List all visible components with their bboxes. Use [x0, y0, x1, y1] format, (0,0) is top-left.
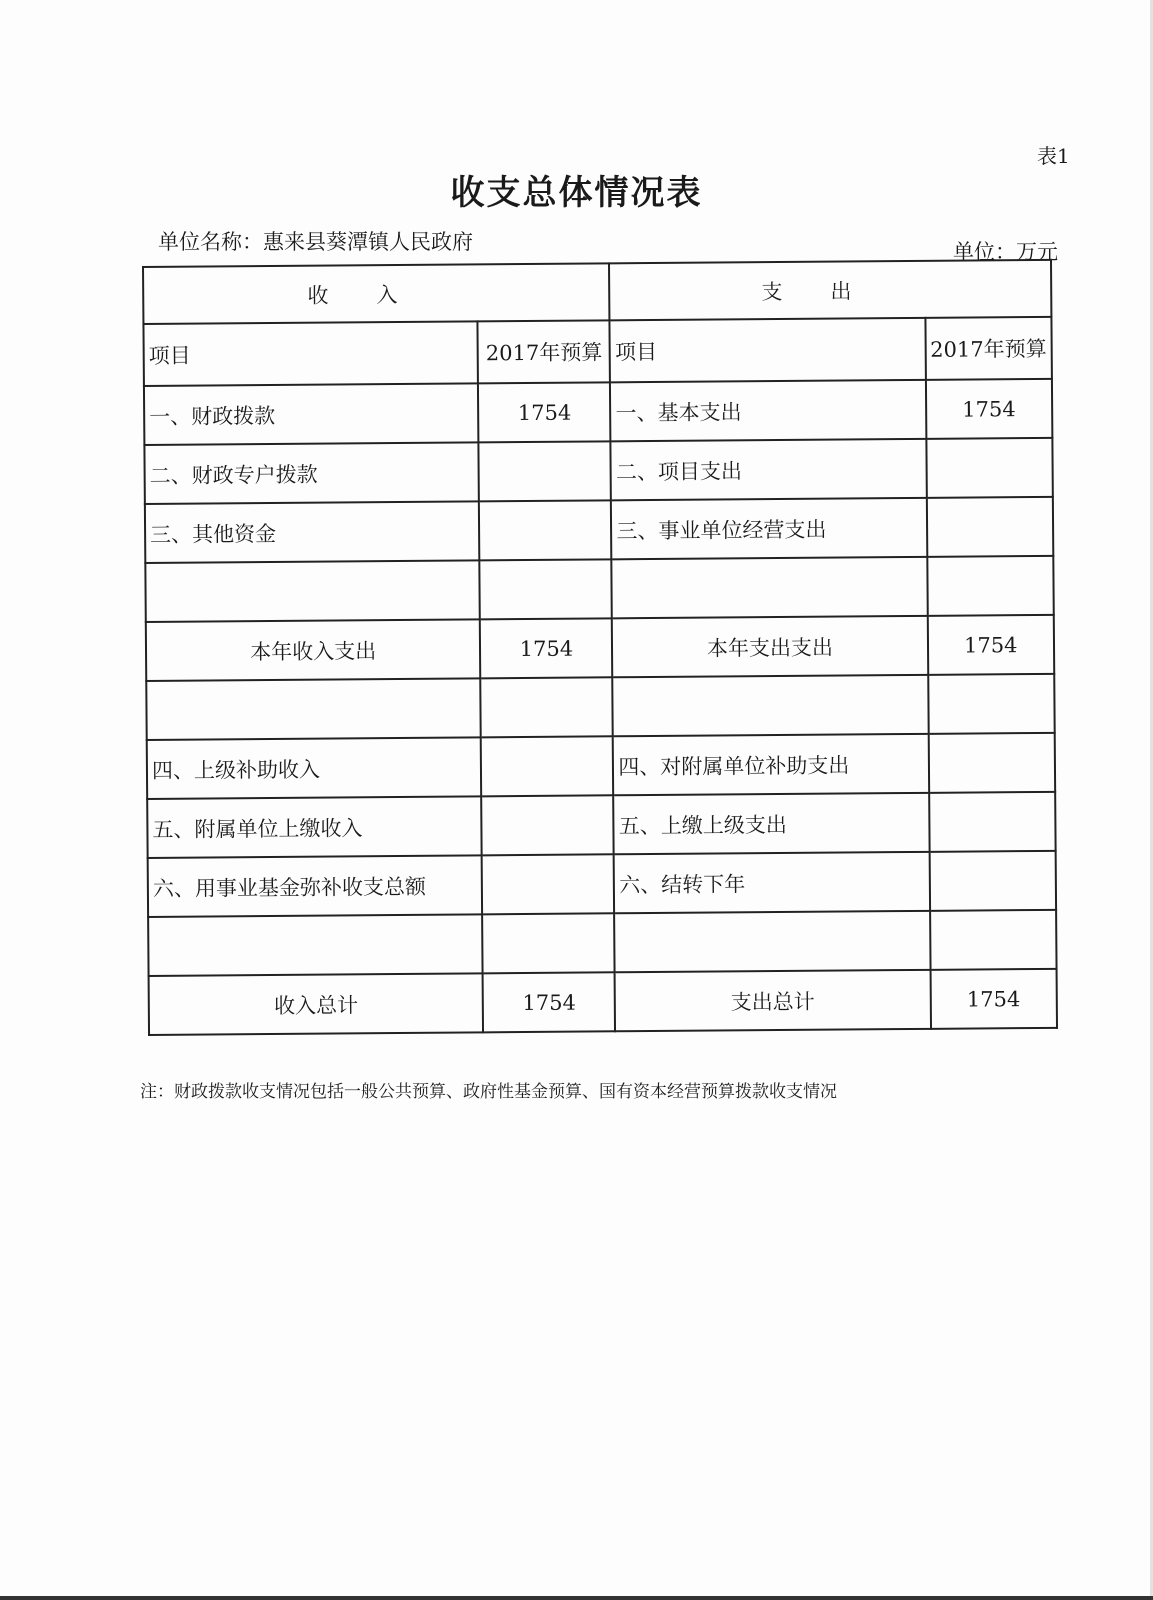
table-row	[148, 910, 1056, 976]
expense-total-value: 1754	[930, 969, 1057, 1029]
expense-item	[613, 675, 929, 736]
expense-value	[927, 556, 1054, 616]
expense-item: 四、对附属单位补助支出	[613, 734, 929, 795]
expense-value	[928, 674, 1055, 734]
page-title: 收支总体情况表	[450, 173, 703, 213]
income-item: 一、财政拨款	[144, 383, 479, 445]
table-row	[144, 379, 1052, 445]
expense-item: 六、结转下年	[614, 852, 930, 913]
expense-value: 1754	[927, 615, 1054, 675]
expense-value	[926, 497, 1053, 557]
expense-budget-header: 2017年预算	[925, 317, 1052, 380]
income-item: 三、其他资金	[145, 501, 480, 563]
table-row	[148, 851, 1056, 917]
income-item	[146, 678, 481, 740]
expense-value	[929, 851, 1056, 911]
expense-item	[614, 911, 930, 972]
table-row	[146, 674, 1054, 740]
expense-value	[929, 792, 1056, 852]
income-value	[482, 854, 614, 914]
income-item: 四、上级补助收入	[147, 737, 482, 799]
footnote: 注：财政拨款收支情况包括一般公共预算、政府性基金预算、国有资本经营预算拨款收支情况	[140, 1082, 837, 1102]
income-value	[480, 559, 612, 619]
table-row	[145, 497, 1053, 563]
budget-table	[142, 259, 1058, 1036]
expense-item: 三、事业单位经营支出	[611, 498, 927, 559]
table-row	[145, 556, 1053, 622]
expense-item: 一、基本支出	[610, 380, 926, 441]
unit-name: 单位名称：惠来县葵潭镇人民政府	[158, 230, 473, 254]
income-section-header: 收入	[143, 263, 610, 324]
expense-total-label: 支出总计	[615, 970, 931, 1031]
table-row	[147, 733, 1055, 799]
income-total-label: 收入总计	[149, 973, 484, 1035]
income-item-header: 项目	[143, 321, 478, 386]
section-header-row	[143, 260, 1051, 324]
income-item	[145, 560, 480, 622]
income-value	[483, 913, 615, 973]
currency-unit: 单位：万元	[953, 240, 1058, 264]
expense-value	[926, 438, 1053, 498]
expense-value: 1754	[925, 379, 1052, 439]
income-budget-header: 2017年预算	[478, 320, 610, 383]
expense-section-header: 支出	[609, 260, 1051, 320]
income-value: 1754	[480, 618, 612, 678]
scan-edge-bottom	[0, 1596, 1153, 1600]
income-item: 五、附属单位上缴收入	[147, 796, 482, 858]
column-header-row	[143, 317, 1051, 386]
table-row	[144, 438, 1052, 504]
income-value: 1754	[478, 382, 610, 442]
income-item: 二、财政专户拨款	[144, 442, 479, 504]
income-item: 六、用事业基金弥补收支总额	[148, 855, 483, 917]
table-row	[147, 792, 1055, 858]
income-value	[479, 500, 611, 560]
expense-item-header: 项目	[610, 318, 926, 382]
income-item: 本年收入支出	[146, 619, 481, 681]
expense-item: 五、上缴上级支出	[614, 793, 930, 854]
income-value	[482, 795, 614, 855]
expense-value	[930, 910, 1057, 970]
expense-item: 二、项目支出	[611, 439, 927, 500]
income-value	[479, 441, 611, 501]
income-item	[148, 914, 483, 976]
income-value	[481, 677, 613, 737]
income-total-value: 1754	[483, 972, 615, 1032]
table-row	[146, 615, 1054, 681]
table-row-total	[149, 969, 1057, 1035]
expense-item: 本年支出支出	[612, 616, 928, 677]
table-number: 表1	[1037, 144, 1070, 168]
income-value	[481, 736, 613, 796]
expense-item	[612, 557, 928, 618]
expense-value	[928, 733, 1055, 793]
